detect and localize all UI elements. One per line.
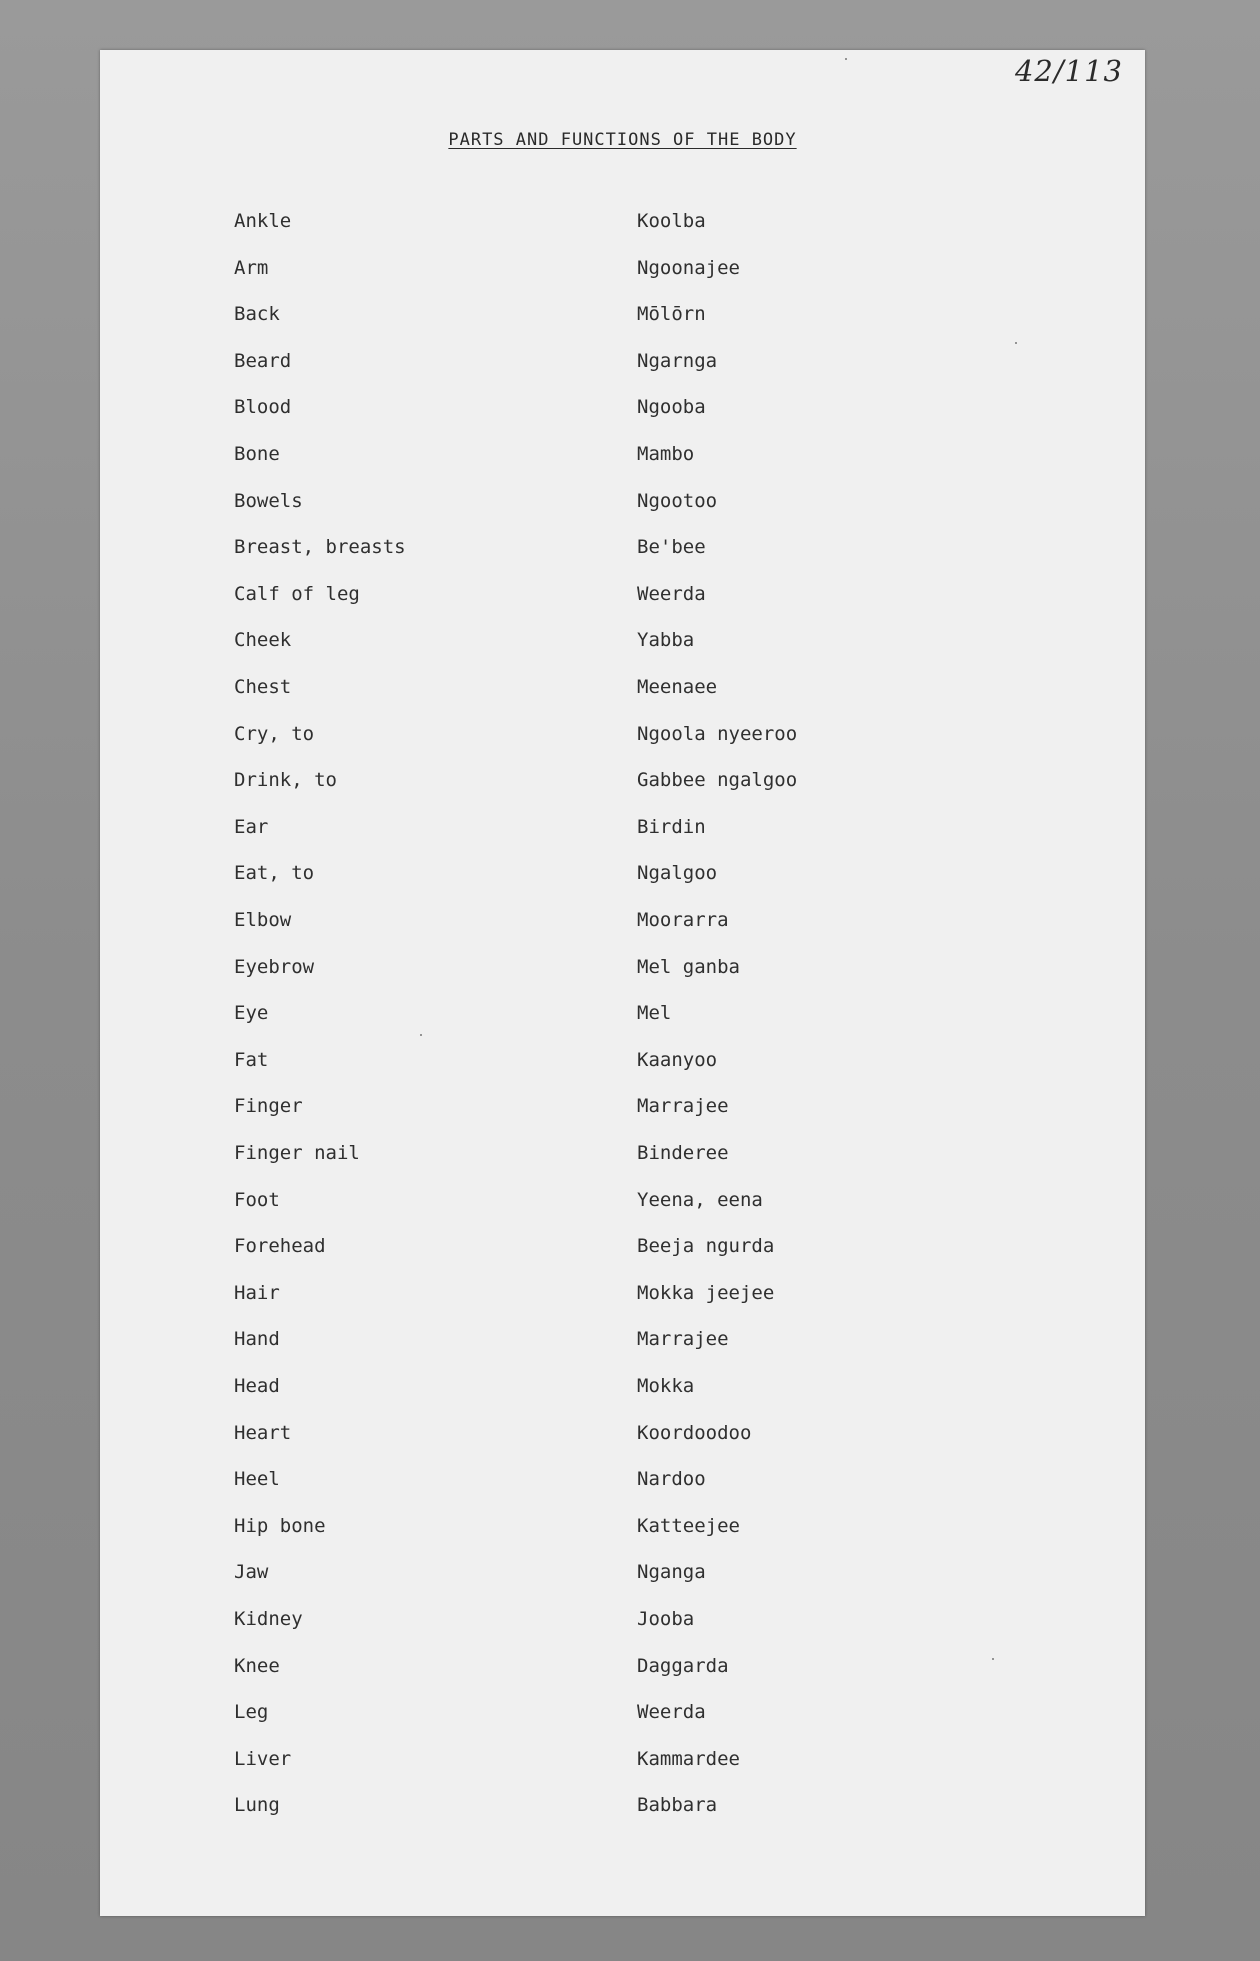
english-term: Drink, to [234,769,337,792]
vocab-entry [100,1189,1145,1219]
vocab-entry [100,723,1145,753]
vocab-entry [100,1422,1145,1452]
vocab-entry [100,1608,1145,1638]
native-term: Ngoola nyeeroo [637,722,798,745]
native-term: Jooba [637,1608,695,1630]
english-term: Bowels [234,489,303,512]
paper-speck [845,58,847,60]
paper-speck [420,1034,422,1036]
native-term: Kammardee [637,1747,740,1770]
english-term: Hip bone [234,1514,326,1537]
native-term: Ngootoo [637,489,718,512]
vocab-entry [100,676,1145,706]
english-term: Breast, breasts [234,536,406,559]
paper-speck [992,1658,994,1660]
vocab-entry [100,1002,1145,1032]
native-term: Mel [637,1002,672,1025]
english-term: Heel [234,1468,280,1491]
english-term: Elbow [234,909,292,931]
vocab-entry [100,769,1145,799]
english-term: Cheek [234,629,292,652]
english-term: Liver [234,1747,292,1770]
vocab-entry [100,629,1145,659]
native-term: Beeja ngurda [637,1235,775,1258]
native-term: Kaanyoo [637,1048,718,1071]
english-term: Lung [234,1794,280,1817]
native-term: Weerda [637,1701,706,1724]
native-term: Mokka jeejee [637,1281,775,1304]
english-term: Foot [234,1188,280,1211]
vocab-entry [100,1049,1145,1079]
english-term: Eyebrow [234,955,315,978]
english-term: Leg [234,1701,269,1724]
native-term: Moorarra [637,909,729,931]
vocab-entry [100,210,1145,240]
vocab-entry [100,350,1145,380]
native-term: Weerda [637,582,706,605]
native-term: Birdin [637,815,706,838]
english-term: Bone [234,443,280,465]
page-number: 42/113 [1014,54,1123,88]
vocab-entry [100,1142,1145,1172]
native-term: Binderee [637,1142,729,1164]
english-term: Calf of leg [234,582,360,605]
vocabulary-list [100,50,1145,1916]
english-term: Hair [234,1281,280,1304]
native-term: Yabba [637,629,695,652]
native-term: Daggarda [637,1654,729,1677]
english-term: Eat, to [234,862,315,885]
vocab-entry [100,443,1145,473]
vocab-entry [100,1235,1145,1265]
native-term: Koordoodoo [637,1421,752,1444]
vocab-entry [100,1515,1145,1545]
english-term: Finger nail [234,1142,360,1164]
vocab-entry [100,303,1145,333]
paper-speck [1015,342,1017,344]
vocab-entry [100,396,1145,426]
vocab-entry [100,909,1145,939]
native-term: Babbara [637,1794,718,1817]
english-term: Head [234,1375,280,1397]
native-term: Nardoo [637,1468,706,1491]
english-term: Cry, to [234,722,315,745]
native-term: Ngooba [637,396,706,419]
native-term: Koolba [637,210,706,232]
native-term: Marrajee [637,1095,729,1118]
english-term: Knee [234,1654,280,1677]
english-term: Beard [234,349,292,372]
native-term: Marrajee [637,1328,729,1351]
native-term: Mel ganba [637,955,740,978]
english-term: Ankle [234,210,292,232]
native-term: Mambo [637,443,695,465]
native-term: Ngoonajee [637,256,740,279]
english-term: Arm [234,256,269,279]
vocab-entry [100,490,1145,520]
native-term: Nganga [637,1561,706,1584]
english-term: Chest [234,676,292,698]
native-term: Ngarnga [637,349,718,372]
vocab-entry [100,1794,1145,1824]
vocab-entry [100,1282,1145,1312]
vocab-entry [100,1375,1145,1405]
english-term: Fat [234,1048,269,1071]
page-title: PARTS AND FUNCTIONS OF THE BODY [448,130,797,150]
native-term: Katteejee [637,1514,740,1537]
vocab-entry [100,1468,1145,1498]
vocab-entry [100,583,1145,613]
native-term: Meenaee [637,676,718,698]
english-term: Forehead [234,1235,326,1258]
vocab-entry [100,536,1145,566]
vocab-entry [100,1701,1145,1731]
native-term: Gabbee ngalgoo [637,769,798,792]
vocab-entry [100,1655,1145,1685]
english-term: Ear [234,815,269,838]
english-term: Hand [234,1328,280,1351]
vocab-entry [100,1561,1145,1591]
english-term: Back [234,303,280,326]
vocab-entry [100,257,1145,287]
document-page [100,50,1145,1916]
native-term: Mokka [637,1375,695,1397]
vocab-entry [100,1748,1145,1778]
english-term: Kidney [234,1608,303,1630]
english-term: Finger [234,1095,303,1118]
vocab-entry [100,862,1145,892]
vocab-entry [100,1328,1145,1358]
english-term: Heart [234,1421,292,1444]
native-term: Ngalgoo [637,862,718,885]
vocab-entry [100,956,1145,986]
vocab-entry [100,1095,1145,1125]
native-term: Be'bee [637,536,706,559]
vocab-entry [100,816,1145,846]
native-term: Yeena, eena [637,1188,763,1211]
english-term: Eye [234,1002,269,1025]
english-term: Blood [234,396,292,419]
english-term: Jaw [234,1561,269,1584]
native-term: Mōlōrn [637,303,706,326]
